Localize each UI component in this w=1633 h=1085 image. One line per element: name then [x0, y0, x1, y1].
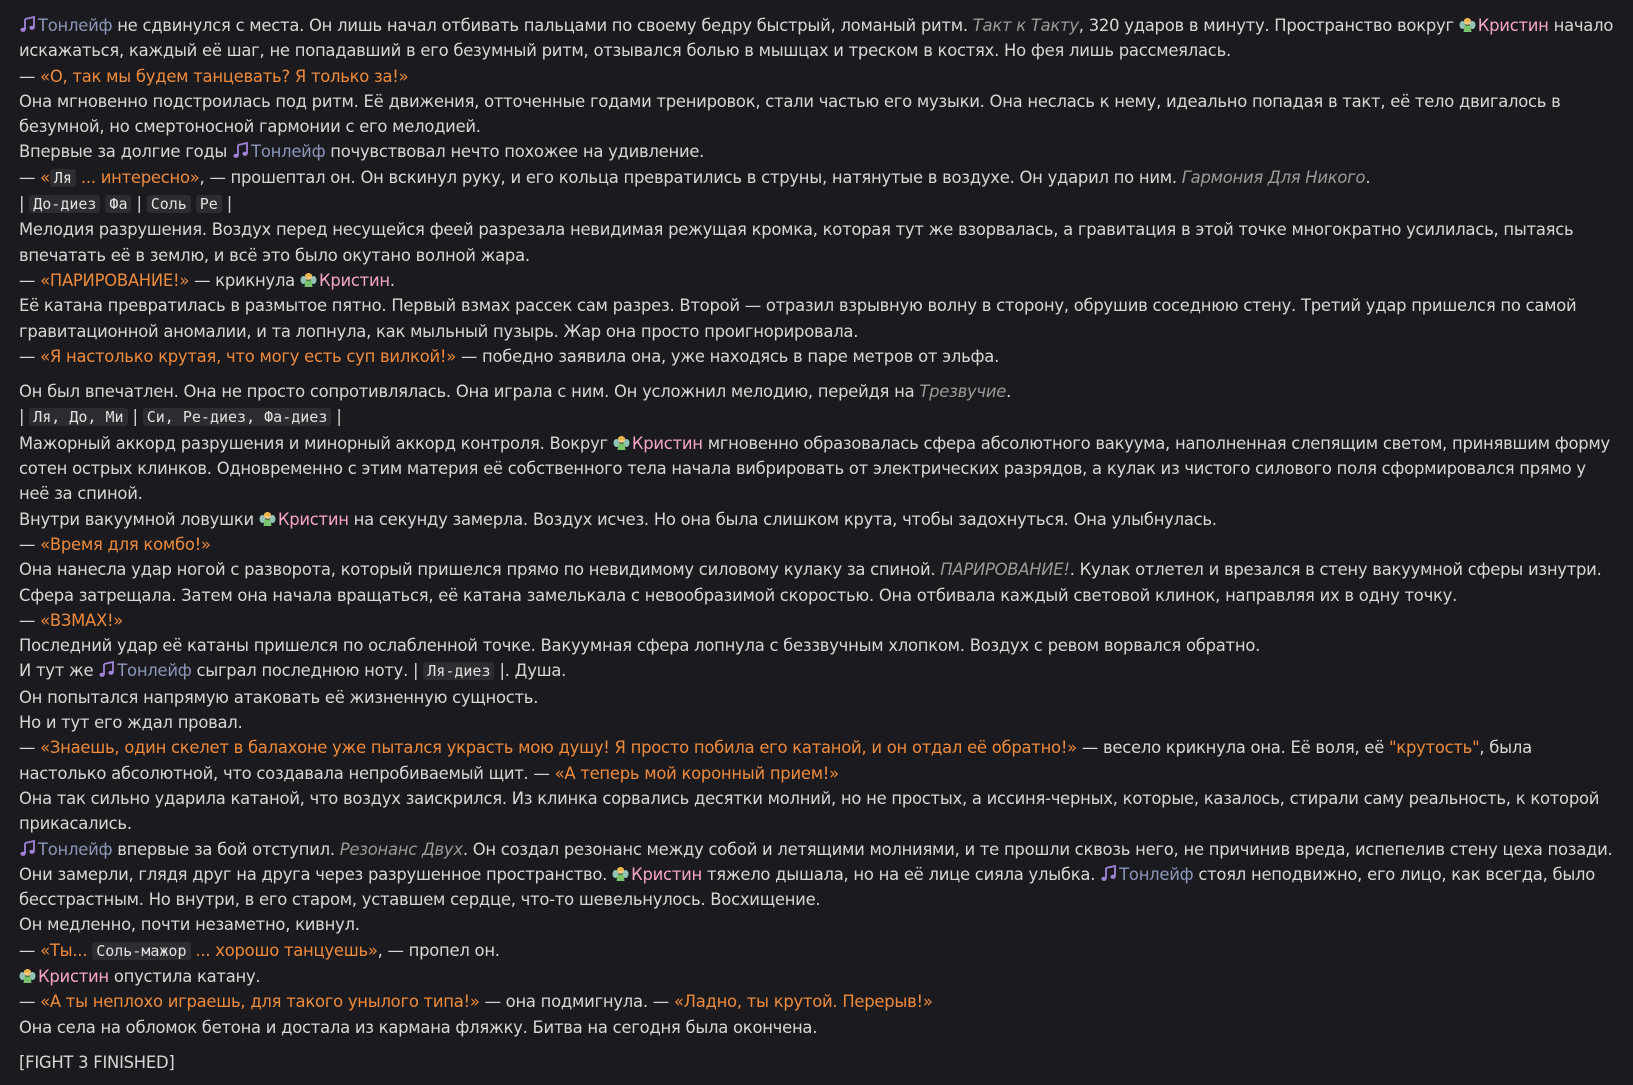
narration-text: — весело крикнула она. Её воля, её	[1076, 738, 1389, 758]
narration-text: . Кулак отлетел и врезался в стену вакуумной сферы изнутри. Сфера затрещала. Затем она начала вращаться, её катана замелькала с невообразимой скоростью. Она отбивала каждый световой клинок, направляя их в одну точку.	[19, 560, 1602, 605]
story-paragraph	[19, 507, 1617, 532]
narration-text: Она так сильно ударила катаной, что воздух заискрился. Из клинка сорвались десятки молний, но не простых, а иссиня-черных, которые, казалось, стирали саму реальность, к которой прикасались.	[19, 788, 1600, 834]
music-notes-icon	[19, 840, 36, 857]
narration-text: почувствовал нечто похожее на удивление.	[325, 142, 705, 162]
story-paragraph	[19, 658, 1617, 684]
fairy-icon	[1459, 16, 1476, 33]
skill-name: Гармония Для Никого	[1181, 167, 1366, 187]
narration-text: сыграл последнюю ноту. |	[191, 661, 424, 681]
skill-name: Резонанс Двух	[339, 839, 463, 859]
narration-text: Но и тут его ждал провал.	[19, 713, 243, 733]
narration-text: Он был впечатлен. Она не просто сопротивлялась. Она играла с ним. Он усложнил мелодию, перейдя на	[19, 382, 920, 402]
character-kristin	[300, 271, 390, 290]
character-name: Кристин	[38, 966, 109, 986]
narration-text: —	[19, 66, 41, 86]
narration-text: Они замерли, глядя друг на друга через разрушенное пространство.	[19, 864, 613, 884]
narration-text: , была настолько абсолютной, что создавала непробиваемый щит. —	[19, 738, 1532, 783]
character-kristin	[259, 510, 349, 529]
narration-text: Мелодия разрушения. Воздух перед несущейся феей разрезала невидимая режущая кромка, которая тут же взорвалась, а гравитация в этой точке многократно усилилась, пытаясь впечатать её в землю, и всё это было окутано волной жара.	[19, 220, 1574, 265]
character-tonleif	[19, 16, 112, 35]
story-paragraph	[19, 862, 1617, 913]
story-paragraph	[19, 989, 1617, 1014]
dialogue-text: «Ладно, ты крутой. Перерыв!»	[673, 992, 933, 1012]
fairy-icon	[259, 510, 276, 527]
story-paragraph	[19, 608, 1617, 633]
narration-text: — победно заявила она, уже находясь в паре метров от эльфа.	[456, 346, 1000, 366]
story-paragraph	[19, 268, 1617, 293]
narration-text: — крикнула	[189, 270, 300, 290]
narration-text: |. Душа.	[494, 661, 567, 681]
music-note: Ля, До, Ми	[29, 408, 127, 426]
story-paragraph	[19, 344, 1617, 369]
music-notes-icon	[98, 661, 115, 678]
narration-text: |	[131, 194, 147, 214]
story-paragraph	[19, 685, 1617, 710]
story-paragraph	[19, 379, 1617, 404]
fairy-icon	[300, 271, 317, 288]
narration-text: впервые за бой отступил.	[112, 839, 340, 859]
character-name: Кристин	[318, 270, 390, 290]
dialogue-text: "крутость"	[1389, 738, 1480, 758]
character-kristin	[613, 434, 703, 453]
story-paragraph	[19, 837, 1617, 862]
character-kristin	[1459, 16, 1549, 35]
character-kristin	[612, 865, 702, 884]
narration-text: , — прошептал он. Он вскинул руку, и его кольца превратились в струны, натянутые в воздухе. Он ударил по ним.	[199, 167, 1182, 187]
skill-name: Такт к Такту	[972, 16, 1079, 35]
narration-text: опустила катану.	[108, 966, 261, 986]
story-paragraph	[19, 912, 1617, 937]
story-paragraph	[19, 431, 1617, 507]
narration-text: начало искажаться, каждый её шаг, не попадавший в его безумный ритм, отзывался болью в мышцах и треском в костях. Но фея лишь рассмеялась.	[19, 16, 1614, 61]
story-paragraph	[19, 217, 1617, 268]
character-name: Тонлейф	[117, 661, 192, 681]
narration-text: мгновенно образовалась сфера абсолютного вакуума, наполненная слепящим светом, принявшим форму сотен острых клинков. Одновременно с этим материя её собственного тела начала вибрировать от электрических разрядов, а кулак из чистого силового поля сформировался прямо у неё за спиной.	[19, 433, 1610, 504]
dialogue-text: «ПАРИРОВАНИЕ!»	[40, 270, 190, 290]
dialogue-text: «А ты неплохо играешь, для такого унылого типа!»	[40, 992, 480, 1012]
music-note: Соль	[147, 195, 191, 213]
dialogue-text: «Знаешь, один скелет в балахоне уже пытался украсть мою душу! Я просто побила его катаной, и он отдал её обратно!»	[40, 738, 1077, 758]
narration-text: И тут же	[19, 661, 99, 681]
narration-text: —	[19, 940, 41, 960]
story-paragraph	[19, 557, 1617, 608]
narration-text: на секунду замерла. Воздух исчез. Но она была слишком крута, чтобы задохнуться. Она улыбнулась.	[348, 509, 1217, 529]
dialogue-text: ... интересно»	[75, 167, 200, 187]
character-tonleif	[98, 661, 191, 680]
narration-text: |	[331, 407, 342, 427]
narration-text: —	[19, 534, 41, 554]
fairy-icon	[613, 434, 630, 451]
music-notes-icon	[19, 16, 36, 33]
narration-text: .	[1006, 382, 1012, 402]
narration-text: — она подмигнула. —	[479, 992, 674, 1012]
dialogue-text: «Я настолько крутая, что могу есть суп вилкой!»	[40, 346, 456, 366]
story-paragraph	[19, 735, 1617, 786]
character-name: Кристин	[631, 864, 702, 884]
story-paragraph	[19, 89, 1617, 140]
character-name: Кристин	[631, 433, 703, 453]
narration-text: |	[221, 194, 233, 214]
narration-text: —	[19, 992, 41, 1012]
narration-text: Мажорный аккорд разрушения и минорный аккорд контроля. Вокруг	[19, 433, 613, 453]
music-note: Фа	[105, 195, 131, 213]
skill-name: ПАРИРОВАНИЕ!	[940, 560, 1070, 580]
story-paragraph	[19, 293, 1617, 344]
narration-text: Она села на обломок бетона и достала из кармана фляжку. Битва на сегодня была окончена.	[19, 1017, 818, 1037]
character-name: Тонлейф	[38, 839, 113, 859]
music-note: Си, Ре-диез, Фа-диез	[143, 408, 332, 426]
narration-text: Внутри вакуумной ловушки	[19, 509, 259, 529]
dialogue-text: «А теперь мой коронный прием!»	[554, 763, 839, 783]
story-paragraph	[19, 532, 1617, 557]
character-name: Тонлейф	[38, 16, 113, 35]
music-note: До-диез	[29, 195, 100, 213]
dialogue-text: «Время для комбо!»	[40, 534, 211, 554]
narration-text: —	[19, 738, 41, 758]
dialogue-text: ... хорошо танцуешь»	[190, 940, 378, 960]
fairy-icon	[612, 865, 629, 882]
narration-text: |	[127, 407, 143, 427]
narration-text: стоял неподвижно, его лицо, как всегда, было бесстрастным. Но внутри, в его старом, уставшем сердце, что-то шевельнулось. Восхищение.	[19, 864, 1596, 910]
narration-text: —	[19, 610, 41, 630]
dialogue-text: «О, так мы будем танцевать? Я только за!»	[40, 66, 409, 86]
story-paragraph	[19, 938, 1617, 964]
story-paragraph	[19, 710, 1617, 735]
story-paragraph	[19, 139, 1617, 164]
narration-text: Её катана превратилась в размытое пятно. Первый взмах рассек сам разрез. Второй — отразил взрывную волну в сторону, обрушив соседнюю стену. Третий удар пришелся по самой гравитационной аномалии, и та лопнула, как мыльный пузырь. Жар она просто проигнорировала.	[19, 296, 1577, 341]
music-notes-icon	[232, 142, 249, 159]
story-paragraph	[19, 64, 1617, 89]
narration-text: —	[19, 346, 41, 366]
music-note: Ре	[196, 195, 222, 213]
character-name: Кристин	[277, 509, 349, 529]
story-paragraph	[19, 404, 1617, 430]
story-paragraph	[19, 165, 1617, 191]
music-note: Соль-мажор	[92, 942, 190, 960]
narration-text: , — пропел он.	[377, 940, 500, 960]
narration-text: —	[19, 270, 41, 290]
narration-text: не сдвинулся с места. Он лишь начал отбивать пальцами по своему бедру быстрый, ломаный ритм.	[112, 16, 973, 35]
narration-text: тяжело дышала, но на её лице сияла улыбка.	[701, 864, 1101, 884]
dialogue-text: «ВЗМАХ!»	[40, 610, 124, 630]
character-tonleif	[1100, 865, 1193, 884]
story-paragraph	[19, 964, 1617, 989]
music-note: Ля	[50, 169, 76, 187]
narration-text: [FIGHT 3 FINISHED]	[19, 1052, 175, 1072]
narration-text: Она мгновенно подстроилась под ритм. Её движения, отточенные годами тренировок, стали частью его музыки. Она неслась к нему, идеально попадая в такт, её тело двигалось в безумной, но смертоносной гармонии с его мелодией.	[19, 91, 1561, 137]
dialogue-text: «Ты...	[40, 940, 93, 960]
character-tonleif	[232, 142, 325, 161]
narration-text: —	[19, 167, 41, 187]
story-paragraph	[19, 633, 1617, 658]
skill-name: Трезвучие	[919, 382, 1007, 402]
narration-text: .	[1365, 167, 1371, 187]
narration-text: Последний удар её катаны пришелся по ослабленной точке. Вакуумная сфера лопнула с беззвучным хлопком. Воздух с ревом ворвался обратно.	[19, 636, 1261, 656]
narration-text: .	[389, 270, 395, 290]
narration-text: , 320 ударов в минуту. Пространство вокруг	[1078, 16, 1459, 35]
narration-text: . Он создал резонанс между собой и летящими молниями, и те прошли сквозь него, не причинив вреда, испепелив стену цеха позади.	[462, 839, 1613, 859]
character-kristin	[19, 967, 109, 986]
narration-text: Он медленно, почти незаметно, кивнул.	[19, 915, 360, 935]
story-paragraph	[19, 786, 1617, 837]
character-name: Тонлейф	[251, 142, 326, 162]
narration-text: |	[19, 407, 30, 427]
music-note: Ля-диез	[423, 662, 494, 680]
story-paragraph	[19, 191, 1617, 217]
character-tonleif	[19, 840, 112, 859]
narration-text: |	[19, 194, 30, 214]
music-notes-icon	[1100, 865, 1117, 882]
story-paragraph	[19, 13, 1617, 64]
fairy-icon	[19, 967, 36, 984]
narration-text: Впервые за долгие годы	[19, 142, 233, 162]
character-name: Кристин	[1477, 16, 1549, 35]
narration-text: Она нанесла удар ногой с разворота, который пришелся прямо по невидимому силовому кулаку за спиной.	[19, 560, 941, 580]
story-paragraph	[19, 1050, 1617, 1075]
story-paragraph	[19, 1015, 1617, 1040]
character-name: Тонлейф	[1119, 864, 1194, 884]
narration-text: Он попытался напрямую атаковать её жизненную сущность.	[19, 687, 539, 707]
dialogue-text: «	[40, 167, 50, 187]
story-text	[19, 13, 1617, 1075]
